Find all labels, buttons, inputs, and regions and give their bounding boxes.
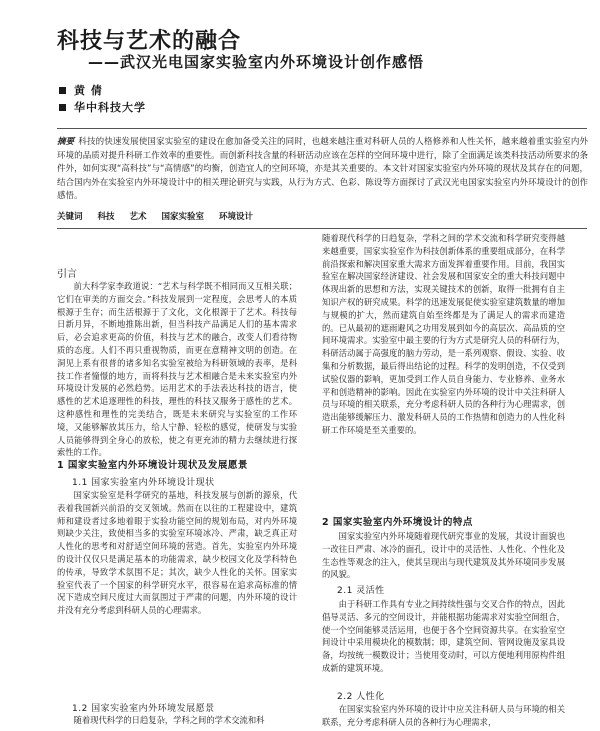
keywords-line (57, 210, 265, 222)
affiliation-line (59, 99, 146, 115)
keyword: 艺术 (129, 212, 147, 222)
author-affiliation: 华中科技大学 (74, 101, 146, 114)
article-subtitle: ——武汉光电国家实验室内外环境设计创作感悟 (88, 53, 425, 71)
section-1-heading: 1 国家实验室内外环境设计现状及发展愿景 (57, 460, 248, 471)
intro-paragraph: 前大科学家李政道说：“艺术与科学既不相同而又互相关联；它们在审美的方面交会。”科技发展到一定程度，会思考人的本质根源于生存；而生活根源于了文化，文化根源于了艺术。科技每日新月异，不断地推陈出新，但当科技产品满足人们的基本需求后，必会追求更高的价值，科技与艺术的融合，改变人们看待物质的态度。人们不再只重视物质，而更在意精神文明的创造。在洞见上系有很普的诸多知名实验室被给为科研领域的表率，是科技工作者憧憬的地方，而将科技与艺术相融合是未来实验室内外环境设计发展的必然趋势。运用艺术的手法表达科技的语言，使感性的艺术追逐理性的科技，理性的科技又服务于感性的艺术。这种感性和理性的完美结合，既是未来研究与实验室的工作环境，又能够解放其压力，给人宁静、轻松的感觉，使研发与实验人员能够得到全身心的放松，使之有更充沛的精力去继续进行探索性的工作。 (57, 281, 297, 458)
keyword: 环境设计 (218, 212, 253, 222)
abstract-label: 摘要 (57, 137, 75, 147)
abstract-text: 科技的快速发展使国家实验室的建设在愈加备受关注的同时，也越来越注重对科研人员的人格修养和人性关怀，越来越着重实验室内外环境的品质对提升科研工作效率的重要性。而创新科技含量的科研活动应该在怎样的空间环境中进行，除了全面满足该类科技活动所要求的条件外，如何实现“高科技”与“高情感”的均衡，创造宜人的空间环境，亦是其关重要的。本文针对国家实验室内外环境的现状及其存在的问题，结合国内外在实验室内外环境设计中的相关理论研究与实践，从行为方式、色彩、陈设等方面探讨了武汉光电国家实验室内外环境设计的创作感悟。 (57, 137, 588, 201)
top-divider (57, 128, 587, 129)
abstract-divider (57, 228, 587, 229)
section-1-1-heading: 1.1 国家实验室内外环境设计现状 (72, 478, 215, 488)
square-bullet-icon (59, 104, 66, 111)
keywords-label: 关键词 (57, 212, 83, 222)
author-name: 黄 倩 (74, 84, 103, 97)
square-bullet-icon (59, 87, 66, 94)
abstract (57, 136, 588, 204)
section-1-2-clip (57, 714, 297, 731)
section-2-1-heading: 2.1 灵活性 (337, 586, 385, 596)
keyword: 科技 (97, 212, 115, 222)
section-2-1-paragraph: 由于科研工作具有专业之间持续性强与交叉合作的特点，因此倡导灵活、多元的空间设计，并能根据功能需求对实验空间组合，使一个空间能够灵活运用，也便于各个空间资源共享。在实验室空间设计中采用模块化的模数制；即，建筑空间、管网设施及家具设备，均按统一模数设计；当使用变动时，可以方便地利用原构件组成新的建筑环境。 (322, 599, 565, 673)
author-line (59, 82, 103, 98)
section-1-2-heading: 1.2 国家实验室内外环境发展愿景 (72, 704, 215, 714)
section-2-heading: 2 国家实验室内外环境设计的特点 (322, 517, 473, 528)
section-1-2-paragraph-start: 随着现代科学的日趋复杂，学科之间的学术交流和科 (73, 715, 265, 725)
section-2-2-clip (322, 703, 565, 731)
section-1-2-paragraph: 随着现代科学的日趋复杂，学科之间的学术交流和科学研究变得越来越重要，国家实验室作为科技创新体系的重要组成部分，在科学前沿探索和解决国家重大需求方面发挥着重要作用。目前，我国实验室在解决国家经济建设、社会发展和国家安全的重大科技问题中体现出新的思想和方法，实现关键技术的创新，取得一批拥有自主知识产权的研究成果。科学的迅速发展促使实验室建筑数量的增加与规模的扩大，然而建筑自始至终都是为了满足人的需求而建造的。已从最初的遮雨避风之功用发展到如今的高层次、高品质的空间环境需求。实验室中最主要的行为方式是研究人员的科研行为，科研活动属于高强度的脑力劳动，是一系列观察、假设、实验、收集和分析数据，最后得出结论的过程。科学的发明创造，不仅受到试验仪器的影响，更加受到工作人员自身能力、专业修养、业务水平和创造精神的影响。因此在实验室内外环境的设计中关注科研人员与环境的相关联系，充分考虑科研人员的各种行为心理需求，创造出能够缓解压力、激发科研人员的工作热情和创造力的人性化科研工作环境是至关重要的。 (322, 233, 565, 435)
intro-heading: 引言 (57, 269, 77, 280)
section-2-2-paragraph: 在国家实验室内外环境的设计中应关注科研人员与环境的相关联系，充分考虑科研人员的各种行为心理需求， (322, 704, 565, 727)
keyword: 国家实验室 (161, 212, 204, 222)
section-1-1-paragraph: 国家实验室是科学研究的基地，科技发展与创新的源泉，代表着我国新兴前沿的交叉领域。然而在以往的工程建设中，建筑师和建设者过多地着眼于实验功能空间的规划布局，对内外环境则缺少关注，致使相当多的实验室环境冰冷、严肃，缺乏真正对人性化的思考和对舒适空间环境的营造。首先，实验室内外环境的设计仅仅只是满足基本的功能需求，缺少校园文化及学科特色的传承，导致学术氛围不足；其次，缺少人性化的关怀。国家实验室代表了一个国家的科学研究水平，很容易在追求高标准的情况下造成空间尺度过大而氛围过于严肃的问题，内外环境的设计并没有充分考虑到科研人员的心理需求。 (57, 490, 297, 616)
article-title: 科技与艺术的融合 (57, 28, 242, 54)
section-2-paragraph: 国家实验室内外环境随着现代研究事业的发展，其设计面貌也一改往日严肃、冰冷的面孔，设计中的灵活性、人性化、个性化及生态性等观念的注入，使其呈现出与现代建筑及其外环境同步发展的风貌。 (322, 531, 565, 580)
section-2-2-heading: 2.2 人性化 (337, 692, 385, 702)
